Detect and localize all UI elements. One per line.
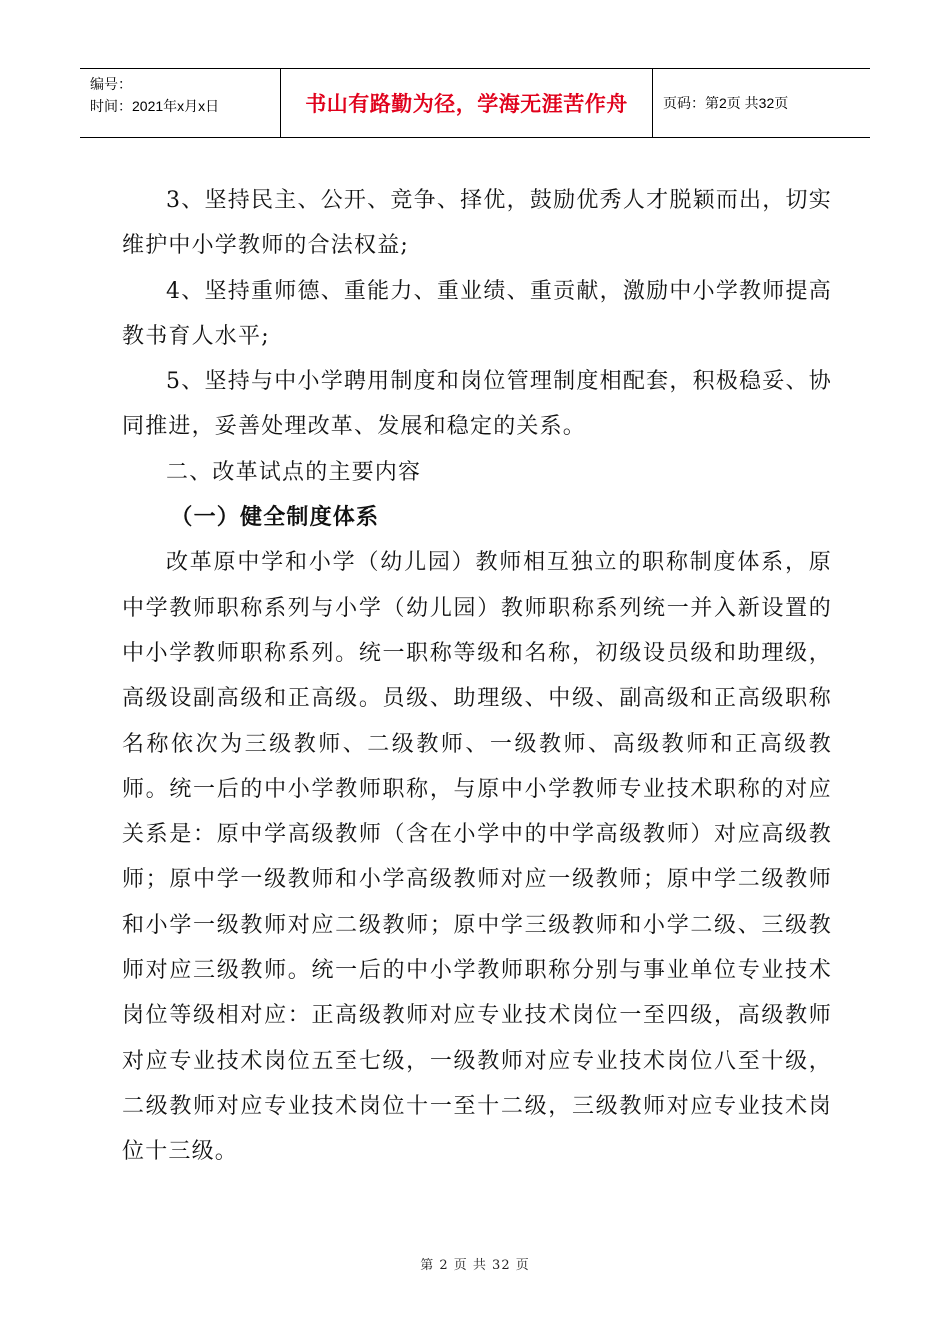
body-paragraph: 改革原中学和小学（幼儿园）教师相互独立的职称制度体系，原中学教师职称系列与小学（幼儿园）教师职称系列统一并入新设置的中小学教师职称系列。统一职称等级和名称，初级设员级和助理级，高级设副高级和正高级。员级、助理级、中级、副高级和正高级职称名称依次为三级教师、二级教师、一级教师、高级教师和正高级教师。统一后的中小学教师职称，与原中小学教师专业技术职称的对应关系是：原中学高级教师（含在小学中的中学高级教师）对应高级教师；原中学一级教师和小学高级教师对应一级教师；原中学二级教师和小学一级教师对应二级教师；原中学三级教师和小学二级、三级教师对应三级教师。统一后的中小学教师职称分别与事业单位专业技术岗位等级相对应：正高级教师对应专业技术岗位一至四级，高级教师对应专业技术岗位五至七级，一级教师对应专业技术岗位八至十级，二级教师对应专业技术岗位十一至十二级，三级教师对应专业技术岗位十三级。 [122,550,832,1165]
header-page-label: 页码：第2页 共32页 [663,95,789,111]
header-motto: 书山有路勤为径，学海无涯苦作舟 [281,69,653,137]
subsection-heading: （一）健全制度体系 [170,505,380,531]
document-time-label: 时间：2021年x月x日 [90,98,220,114]
page-header [80,68,870,138]
page-footer: 第 2 页 共 32 页 [420,1258,530,1273]
section-heading: 二、改革试点的主要内容 [166,459,422,485]
document-body [122,178,832,1175]
header-meta [80,69,281,137]
body-paragraph: 4、坚持重师德、重能力、重业绩、重贡献，激励中小学教师提高教书育人水平; [122,278,832,349]
body-paragraph: 3、坚持民主、公开、竞争、择优，鼓励优秀人才脱颖而出，切实维护中小学教师的合法权益; [122,188,832,259]
document-number-label: 编号： [90,76,132,92]
body-paragraph: 5、坚持与中小学聘用制度和岗位管理制度相配套，积极稳妥、协同推进，妥善处理改革、发展和稳定的关系。 [122,369,832,440]
